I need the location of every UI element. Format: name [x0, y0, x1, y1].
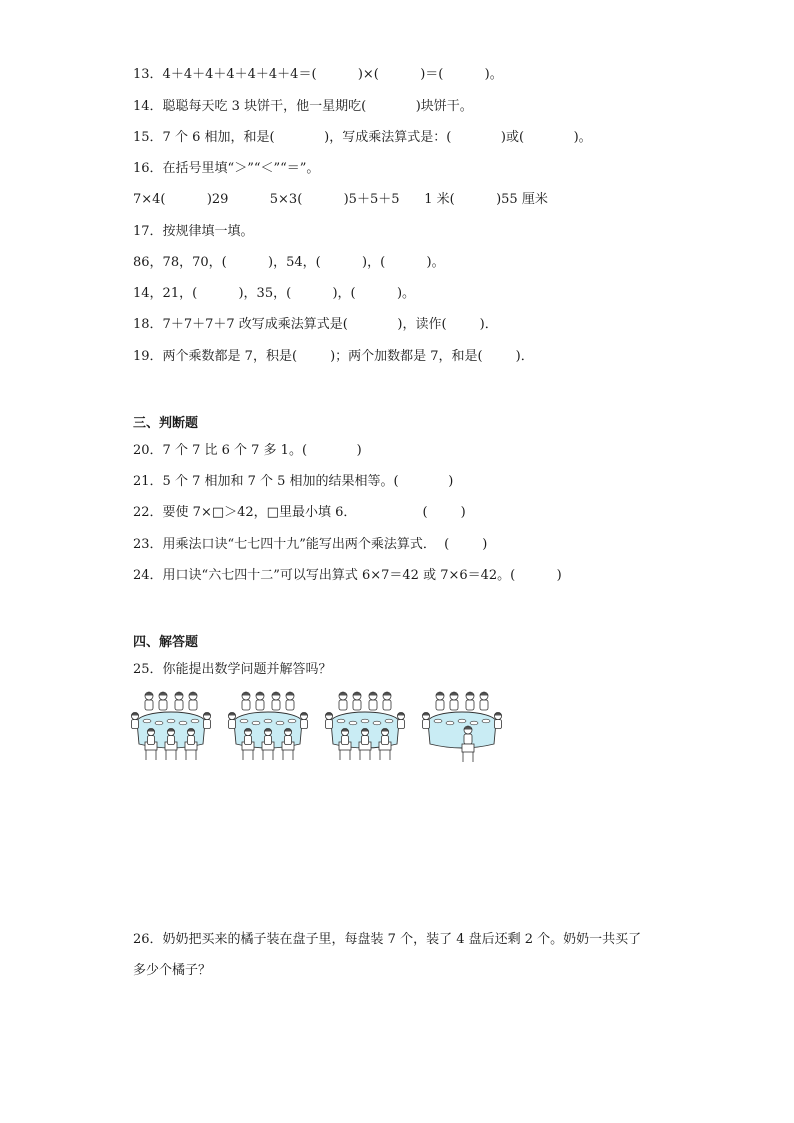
- section-heading-judge: 三、判断题: [133, 416, 199, 431]
- question-23: 23．用乘法口诀“七七四十九”能写出两个乘法算式． ( ): [133, 537, 488, 552]
- question-16: 16．在括号里填“＞”“＜”“＝”。: [133, 161, 320, 176]
- person-icon: [466, 692, 474, 710]
- person-icon: [189, 692, 197, 710]
- round-tables-illustration: [131, 686, 511, 764]
- question-17-row-2: 14，21，( )，35，( )，( )。: [133, 286, 416, 301]
- person-icon: [325, 712, 332, 728]
- question-25: 25．你能提出数学问题并解答吗？: [133, 662, 332, 677]
- person-icon: [361, 728, 368, 744]
- question-24: 24．用口诀“六七四十二”可以写出算式 6×7＝42 或 7×6＝42。( ): [133, 568, 562, 583]
- question-15: 15．7 个 6 相加，和是( )，写成乘法算式是：( )或( )。: [133, 130, 592, 145]
- question-14: 14．聪聪每天吃 3 块饼干，他一星期吃( )块饼干。: [133, 99, 473, 114]
- table-group: [422, 692, 501, 762]
- person-icon: [369, 692, 377, 710]
- chair-icon: [462, 744, 474, 762]
- question-21: 21．5 个 7 相加和 7 个 5 相加的结果相等。( ): [133, 474, 454, 489]
- question-20: 20．7 个 7 比 6 个 7 多 1。( ): [133, 443, 362, 458]
- person-icon: [242, 692, 250, 710]
- question-18: 18．7＋7＋7＋7 改写成乘法算式是( )，读作( )．: [133, 317, 498, 332]
- person-icon: [383, 692, 391, 710]
- person-icon: [464, 726, 472, 744]
- person-icon: [494, 712, 501, 728]
- person-icon: [397, 712, 404, 728]
- question-26-line-2: 多少个橘子？: [133, 963, 212, 978]
- table-group: [131, 692, 210, 760]
- person-icon: [480, 692, 488, 710]
- person-icon: [272, 692, 280, 710]
- person-icon: [203, 712, 210, 728]
- person-icon: [381, 728, 388, 744]
- round-table-icon: [428, 712, 496, 748]
- person-icon: [145, 692, 153, 710]
- question-16-items: 7×4( )29 5×3( )5＋5＋5 1 米( )55 厘米: [133, 192, 548, 207]
- table-group: [228, 692, 307, 760]
- person-icon: [264, 728, 271, 744]
- person-icon: [286, 692, 294, 710]
- person-icon: [244, 728, 251, 744]
- person-icon: [422, 712, 429, 728]
- person-icon: [284, 728, 291, 744]
- question-17-row-1: 86，78，70，( )，54，( )，( )。: [133, 255, 445, 270]
- section-heading-answer: 四、解答题: [133, 635, 199, 650]
- person-icon: [341, 728, 348, 744]
- person-icon: [167, 728, 174, 744]
- person-icon: [187, 728, 194, 744]
- person-icon: [339, 692, 347, 710]
- question-26-line-1: 26．奶奶把买来的橘子装在盘子里，每盘装 7 个，装了 4 盘后还剩 2 个。奶奶一共买了: [133, 932, 642, 947]
- question-13: 13．4＋4＋4＋4＋4＋4＋4＝( )×( )＝( )。: [133, 67, 503, 82]
- person-icon: [256, 692, 264, 710]
- person-icon: [131, 712, 138, 728]
- question-22: 22．要使 7×□＞42，□里最小填 6． ( ): [133, 505, 466, 520]
- person-icon: [159, 692, 167, 710]
- person-icon: [353, 692, 361, 710]
- question-17: 17．按规律填一填。: [133, 224, 254, 239]
- person-icon: [175, 692, 183, 710]
- person-icon: [436, 692, 444, 710]
- person-icon: [450, 692, 458, 710]
- table-group: [325, 692, 404, 760]
- question-19: 19．两个乘数都是 7，积是( )；两个加数都是 7，和是( )．: [133, 349, 534, 364]
- person-icon: [228, 712, 235, 728]
- person-icon: [147, 728, 154, 744]
- person-icon: [300, 712, 307, 728]
